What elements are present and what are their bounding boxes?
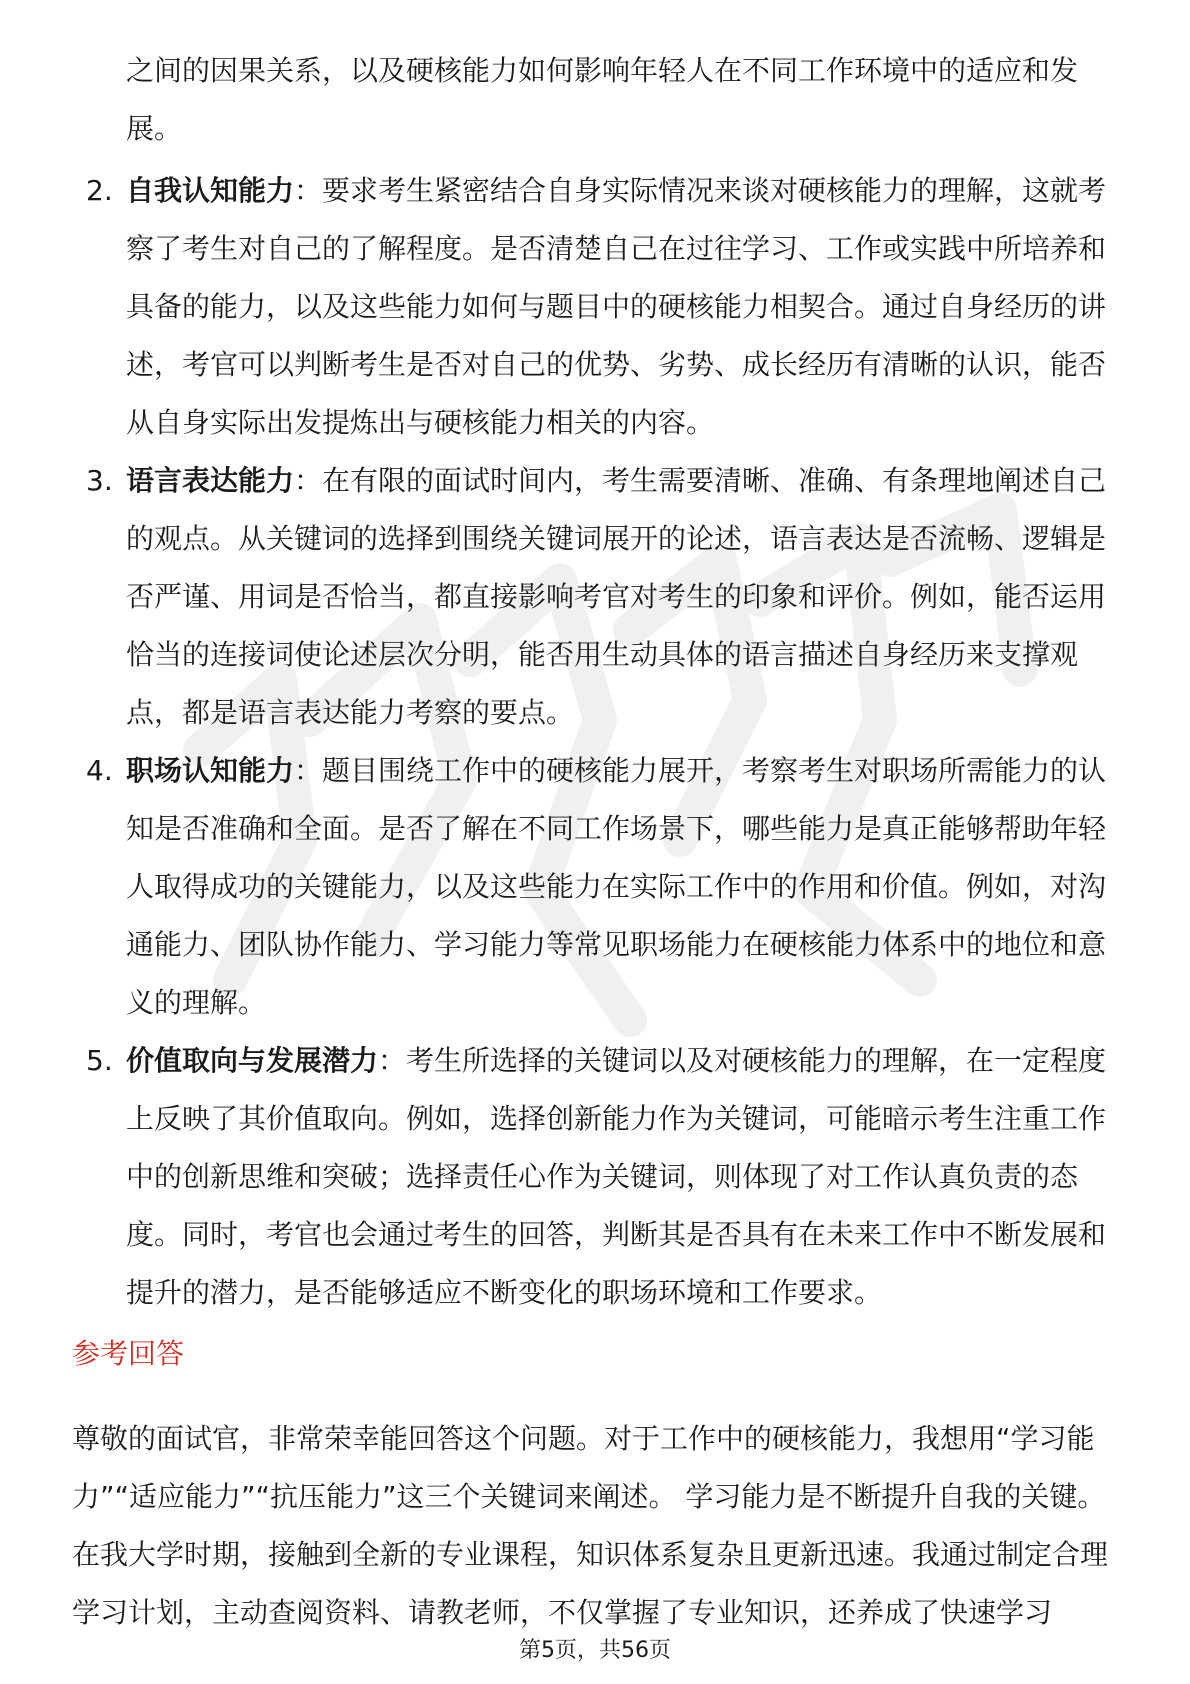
list-item-title: 自我认知能力	[126, 174, 295, 207]
list-item-text: 要求考生紧密结合自身实际情况来谈对硬核能力的理解，这就考察了考生对自己的了解程度。是否清楚自己在过往学习、工作或实践中所培养和具备的能力，以及这些能力如何与题目中的硬核能力相契合。通过自身经历的讲述，考官可以判断考生是否对自己的优势、劣势、成长经历有清晰的认识，能否从自身实际出发提炼出与硬核能力相关的内容。	[126, 174, 1107, 439]
list-item-title: 语言表达能力	[126, 464, 295, 497]
list-item-text: 题目围绕工作中的硬核能力展开，考察考生对职场所需能力的认知是否准确和全面。是否了解在不同工作场景下，哪些能力是真正能够帮助年轻人取得成功的关键能力，以及这些能力在实际工作中的作用和价值。例如，对沟通能力、团队协作能力、学习能力等常见职场能力在硬核能力体系中的地位和意义的理解。	[126, 754, 1107, 1019]
ability-list	[0, 162, 1190, 1322]
list-item-number: 2.	[86, 174, 113, 207]
list-item-number: 4.	[86, 754, 113, 787]
page-number-footer: 第5页，共56页	[519, 1638, 671, 1663]
list-item-text: 考生所选择的关键词以及对硬核能力的理解，在一定程度上反映了其价值取向。例如，选择创新能力作为关键词，可能暗示考生注重工作中的创新思维和突破；选择责任心作为关键词，则体现了对工作认真负责的态度。同时，考官也会通过考生的回答，判断其是否具有在未来工作中不断发展和提升的潜力，是否能够适应不断变化的职场环境和工作要求。	[126, 1044, 1107, 1309]
answer-paragraph: 尊敬的面试官，非常荣幸能回答这个问题。对于工作中的硬核能力，我想用“学习能力”“适应能力”“抗压能力”这三个关键词来阐述。 学习能力是不断提升自我的关键。在我大学时期，接触到全新的专业课程，知识体系复杂且更新迅速。我通过制定合理学习计划，主动查阅资料、请教老师，不仅掌握了专业知识，还养成了快速学习	[72, 1422, 1109, 1629]
list-item	[0, 1032, 1116, 1322]
list-item	[0, 452, 1116, 742]
list-item-separator: ：	[294, 754, 323, 787]
reference-answer-heading: 参考回答	[72, 1337, 185, 1370]
list-item-separator: ：	[378, 1044, 407, 1077]
list-item-text: 在有限的面试时间内，考生需要清晰、准确、有条理地阐述自己的观点。从关键词的选择到围绕关键词展开的论述，语言表达是否流畅、逻辑是否严谨、用词是否恰当，都直接影响考官对考生的印象和评价。例如，能否运用恰当的连接词使论述层次分明，能否用生动具体的语言描述自身经历来支撑观点，都是语言表达能力考察的要点。	[126, 464, 1107, 729]
list-item	[0, 162, 1116, 452]
list-item-title: 价值取向与发展潜力	[126, 1044, 379, 1077]
list-item-separator: ：	[294, 464, 323, 497]
list-item	[0, 742, 1116, 1032]
list-item-separator: ：	[294, 174, 323, 207]
list-item-number: 5.	[86, 1044, 113, 1077]
list-item-number: 3.	[86, 464, 113, 497]
list-item-title: 职场认知能力	[126, 754, 295, 787]
continuation-paragraph: 之间的因果关系，以及硬核能力如何影响年轻人在不同工作环境中的适应和发展。	[126, 54, 1079, 145]
